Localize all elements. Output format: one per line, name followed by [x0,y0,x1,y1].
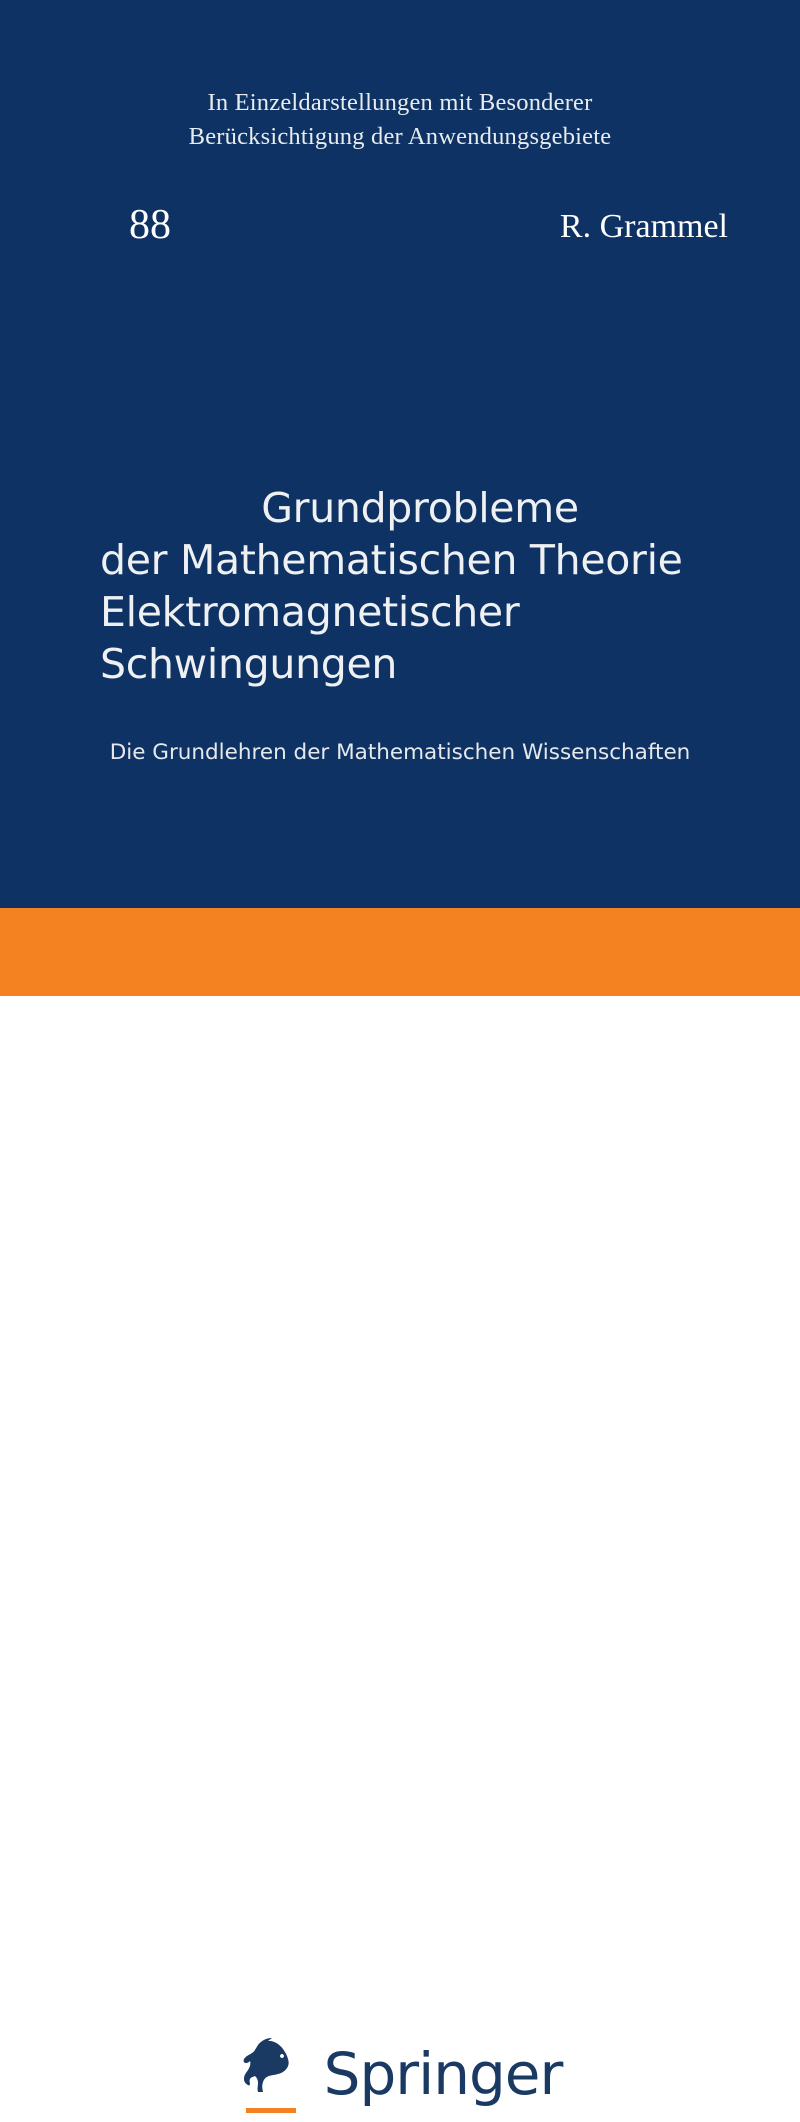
title-line-4: Schwingungen [100,640,398,688]
series-line-1: In Einzeldarstellungen mit Besonderer [207,89,593,116]
book-subtitle: Die Grundlehren der Mathematischen Wissenschaften [109,740,691,765]
title-line-1: Grundprobleme [261,484,579,532]
series-line-2: Berücksichtigung der Anwendungsgebiete [188,123,612,150]
title-line-3: Elektromagnetischer [100,588,520,636]
book-title [100,482,740,690]
springer-logo [0,2026,800,2122]
series-statement [0,86,800,154]
volume-number: 88 [129,202,171,248]
orange-divider-band [0,908,800,996]
author-name: R. Grammel [559,208,728,245]
publisher-name: Springer [323,2040,563,2108]
springer-horse-icon [238,2032,312,2116]
title-line-2: der Mathematischen Theorie [100,536,683,584]
publisher-area [0,996,800,2108]
